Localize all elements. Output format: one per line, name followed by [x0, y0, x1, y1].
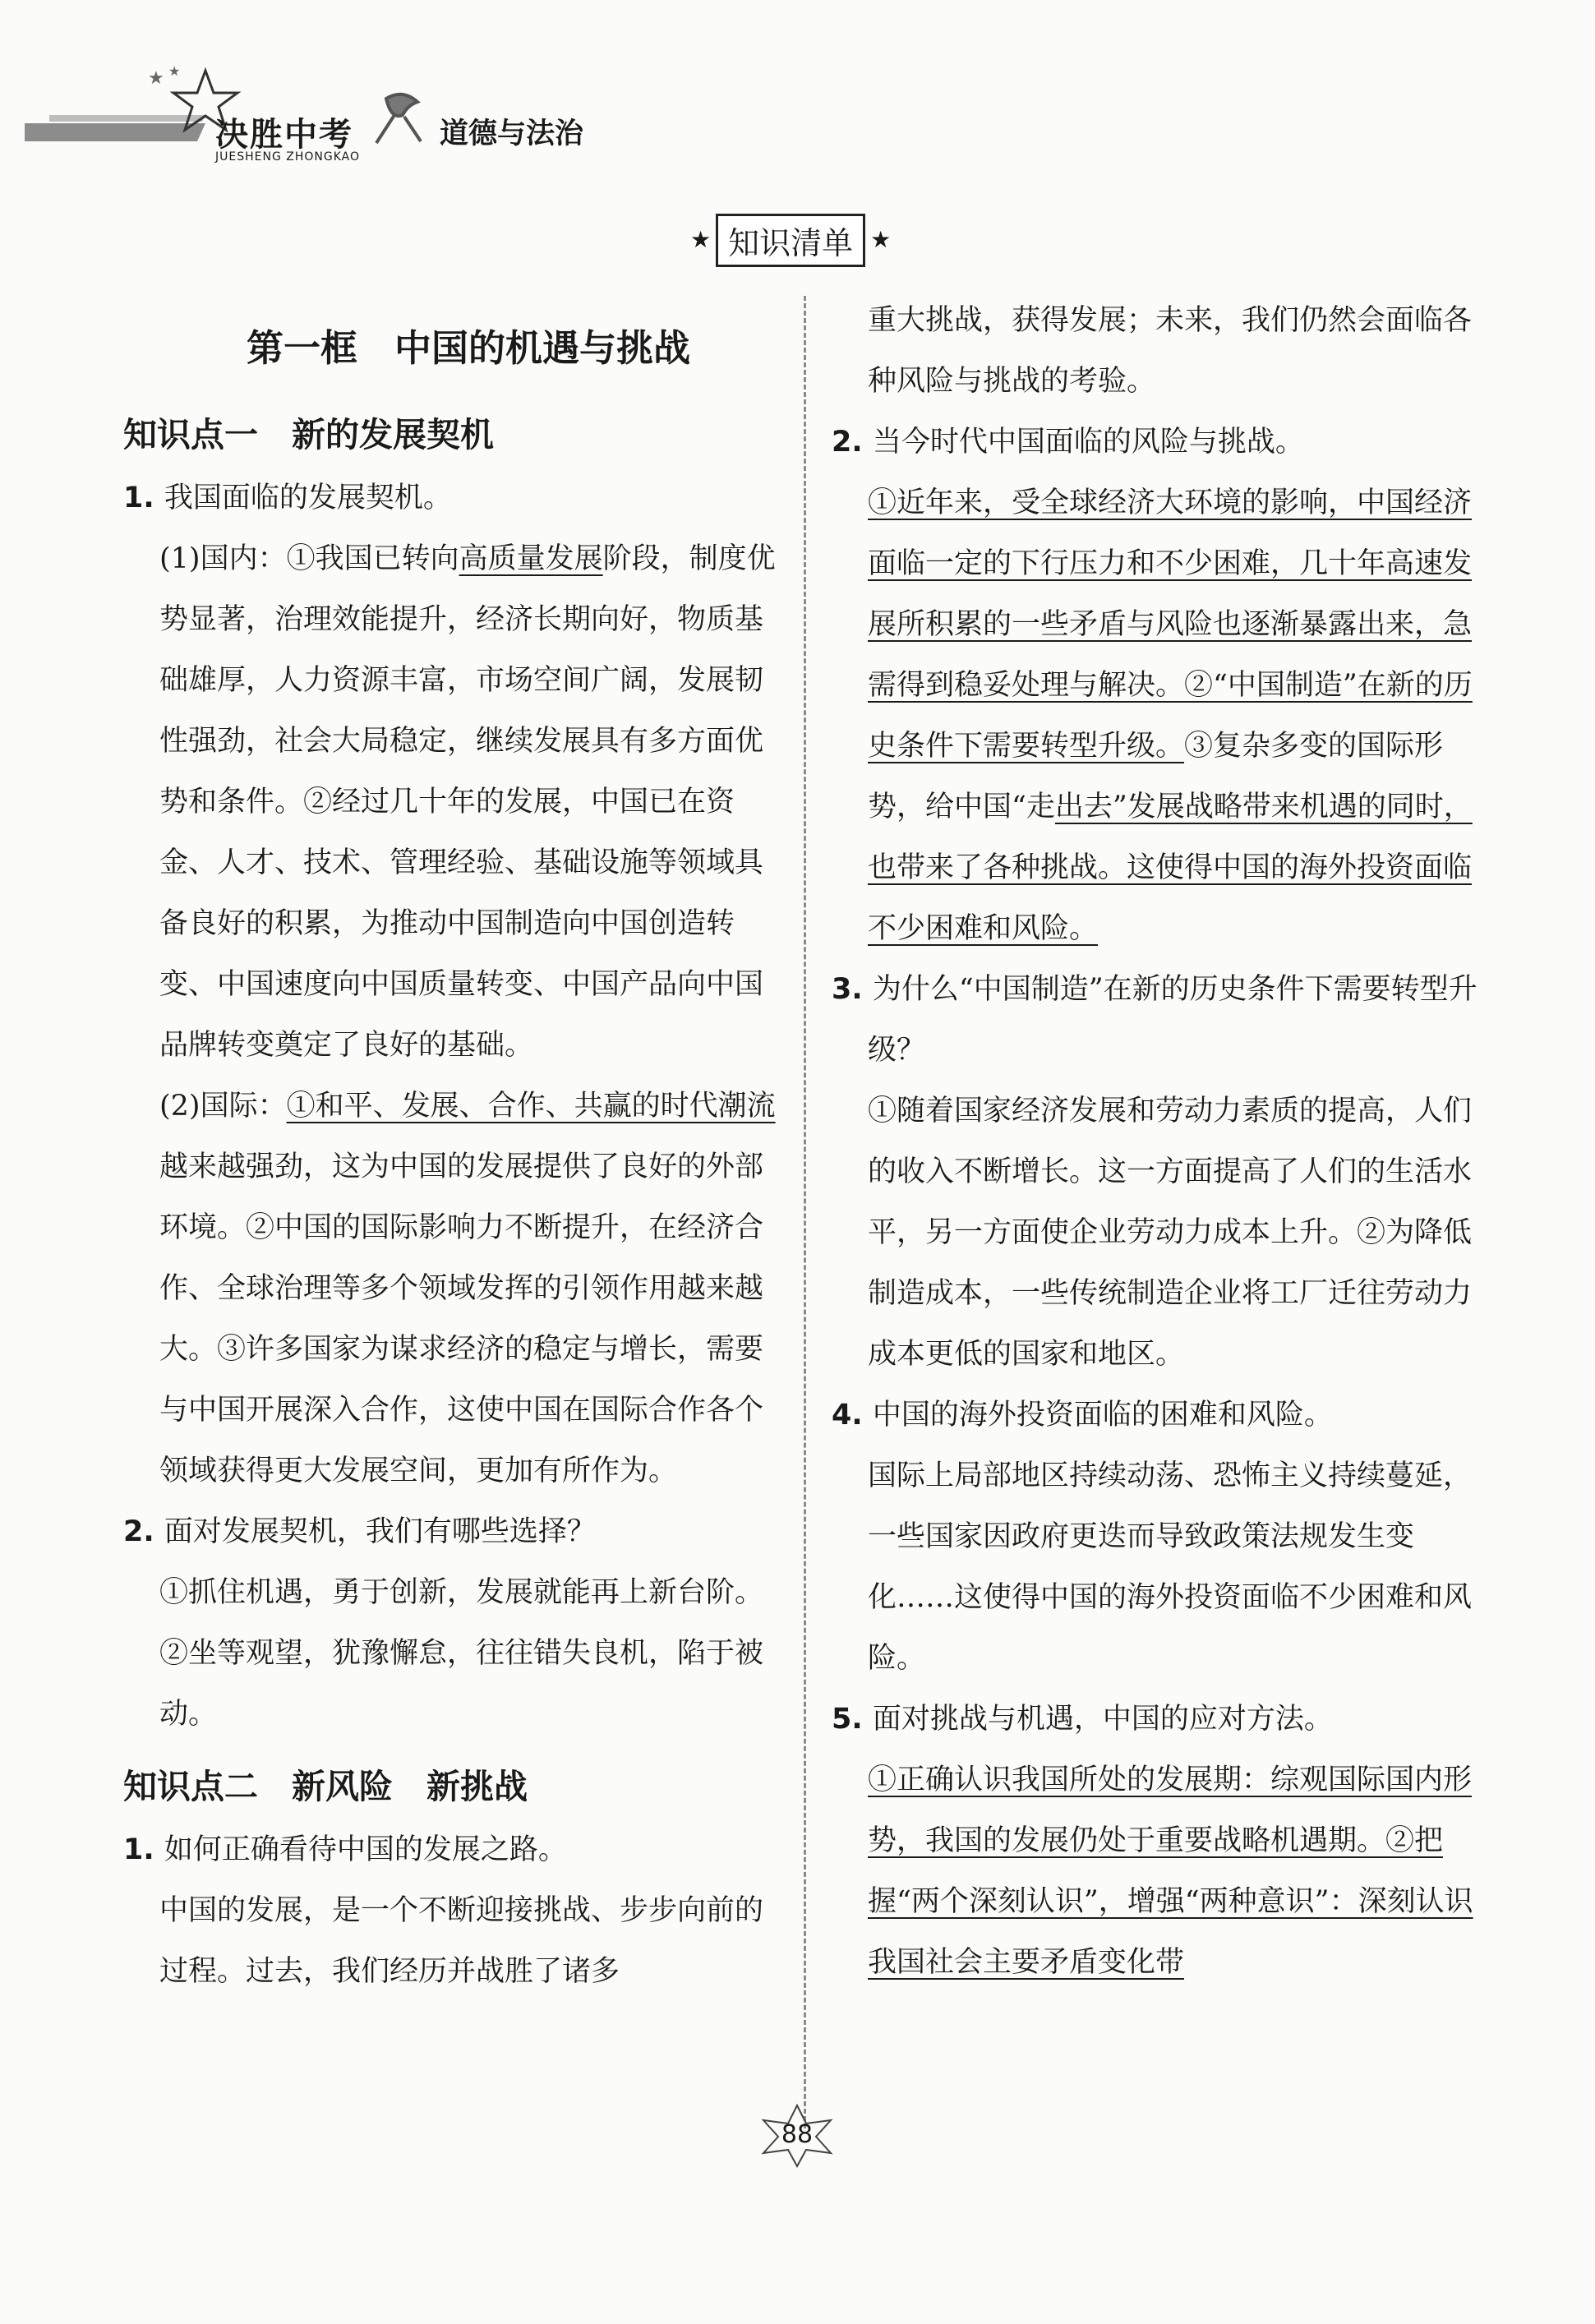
- page-number-badge: [752, 2102, 842, 2168]
- page-header: [0, 0, 1595, 189]
- right-column: [832, 304, 1497, 1993]
- answer-paragraph: 重大挑战，获得发展；未来，我们仍然会面临各种风险与挑战的考验。: [868, 304, 1473, 398]
- question-item: 1. 我国面临的发展契机。: [123, 482, 452, 514]
- subject-title: 道德与法治: [440, 118, 584, 150]
- svg-text:★: ★: [168, 63, 181, 79]
- knowledge-point-heading: 知识点二 新风险 新挑战: [123, 1767, 528, 1806]
- answer-paragraph: (1)国内：①我国已转向高质量发展阶段，制度优势显著，治理效能提升，经济长期向好，物质基础雄厚，人力资源丰富，市场空间广阔，发展韧性强劲，社会大局稳定，继续发展具有多方面优势和条件。②经过几十年的发展，中国已在资金、人才、技术、管理经验、基础设施等领域具备良好的积累，为推动中国制造向中国创造转变、中国速度向中国质量转变、中国产品向中国品牌转变奠定了良好的基础。: [159, 542, 776, 1062]
- answer-paragraph: 国际上局部地区持续动荡、恐怖主义持续蔓延，一些国家因政府更迭而导致政策法规发生变化……这使得中国的海外投资面临不少困难和风险。: [868, 1459, 1473, 1675]
- left-column: [123, 308, 781, 2002]
- answer-paragraph: (2)国际：①和平、发展、合作、共赢的时代潮流越来越强劲，这为中国的发展提供了良好的外部环境。②中国的国际影响力不断提升，在经济合作、全球治理等多个领域发挥的引领作用越来越大。③许多国家为谋求经济的稳定与增长，需要与中国开展深入合作，这使中国在国际合作各个领域获得更大发展空间，更加有所作为。: [159, 1090, 776, 1487]
- answer-paragraph: ①近年来，受全球经济大环境的影响，中国经济面临一定的下行压力和不少困难，几十年高速发展所积累的一些矛盾与风险也逐渐暴露出来，急需得到稳妥处理与解决。②“中国制造”在新的历史条件下需要转型升级。③复杂多变的国际形势，给中国“走出去”发展战略带来机遇的同时，也带来了各种挑战。这使得中国的海外投资面临不少困难和风险。: [868, 486, 1473, 945]
- svg-text:★: ★: [148, 68, 164, 89]
- brand-pinyin: JUESHENG ZHONGKAO: [215, 150, 360, 164]
- question-item: 5. 面对挑战与机遇，中国的应对方法。: [832, 1703, 1333, 1736]
- question-item: 1. 如何正确看待中国的发展之路。: [123, 1833, 567, 1866]
- answer-paragraph: 中国的发展，是一个不断迎接挑战、步步向前的过程。过去，我们经历并战胜了诸多: [159, 1894, 764, 1988]
- star-icon: ★: [870, 226, 892, 253]
- brand-title: 决胜中考: [215, 116, 353, 154]
- column-divider: [804, 296, 806, 2128]
- section-tag-label: 知识清单: [716, 214, 865, 267]
- section-tag: [690, 215, 891, 265]
- question-item: 2. 当今时代中国面临的风险与挑战。: [832, 426, 1304, 459]
- knowledge-point-heading: 知识点一 新的发展契机: [123, 415, 494, 454]
- page-number: 88: [781, 2120, 814, 2149]
- question-item: 3. 为什么“中国制造”在新的历史条件下需要转型升级？: [832, 973, 1477, 1067]
- answer-paragraph: ①正确认识我国所处的发展期：综观国际国内形势，我国的发展仍处于重要战略机遇期。②把握“两个深刻认识”，增强“两种意识”：深刻认识我国社会主要矛盾变化带: [868, 1764, 1473, 1979]
- answer-paragraph: ①抓住机遇，勇于创新，发展就能再上新台阶。②坐等观望，犹豫懈怠，往往错失良机，陷于被动。: [159, 1576, 764, 1731]
- star-icon: ★: [690, 226, 712, 253]
- answer-paragraph: ①随着国家经济发展和劳动力素质的提高，人们的收入不断增长。这一方面提高了人们的生活水平，另一方面使企业劳动力成本上升。②为降低制造成本，一些传统制造企业将工厂迁往劳动力成本更低的国家和地区。: [868, 1095, 1473, 1371]
- question-item: 2. 面对发展契机，我们有哪些选择？: [123, 1515, 596, 1548]
- frame-title: 第一框 中国的机遇与挑战: [246, 326, 690, 370]
- question-item: 4. 中国的海外投资面临的困难和风险。: [832, 1399, 1333, 1432]
